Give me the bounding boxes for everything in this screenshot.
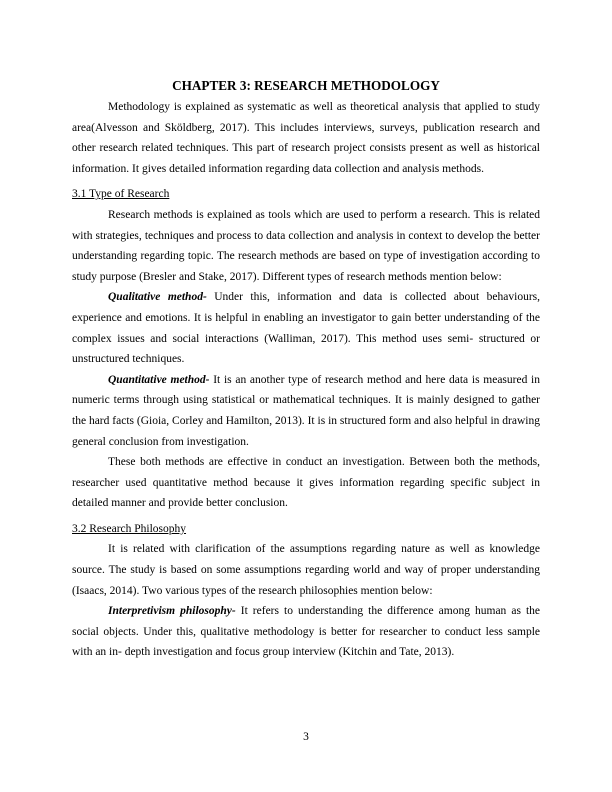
methods-conclusion-paragraph: These both methods are effective in conduct an investigation. Between both the methods, researcher used quantitative method because it gives information regarding specific subject in detailed manner and provide better conclusion. xyxy=(72,456,540,510)
interpretivism-text: It refers to understanding the difference among human as the social objects. Under this, qualitative methodology is better for researcher to conduct less sample with an in- depth investigation and focus group interview (Kitchin and Tate, 2013). xyxy=(72,605,540,659)
intro-paragraph: Methodology is explained as systematic as well as theoretical analysis that applied to study area(Alvesson and Sköldberg, 2017). This includes interviews, surveys, publication research and other research related techniques. This part of research project consists present as well as historical information. It gives detailed information regarding data collection and analysis methods. xyxy=(72,101,540,175)
document-body xyxy=(72,97,540,663)
quantitative-method-paragraph xyxy=(72,370,540,452)
qualitative-method-paragraph xyxy=(72,287,540,369)
chapter-title: CHAPTER 3: RESEARCH METHODOLOGY xyxy=(172,78,440,93)
interpretivism-lead: Interpretivism philosophy- xyxy=(108,605,236,618)
section-heading-type-of-research: 3.1 Type of Research xyxy=(72,188,170,201)
page-number: 3 xyxy=(303,731,309,743)
quantitative-method-lead: Quantitative method- xyxy=(108,373,210,386)
type-of-research-paragraph: Research methods is explained as tools which are used to perform a research. This is related with strategies, techniques and process to data collection and analysis in context to develop the better understanding regarding topic. The research methods are based on type of investigation according to study purpose (Bresler and Stake, 2017). Different types of research methods mention below: xyxy=(72,208,540,283)
quantitative-method-text: It is an another type of research method and here data is measured in numeric terms through using statistical or mathematical techniques. It is mainly designed to gather the hard facts (Gioia, Corley and Hamilton, 2013). It is in structured form and also helpful in drawing general conclusion from investigation. xyxy=(72,373,541,448)
research-philosophy-paragraph: It is related with clarification of the assumptions regarding nature as well as knowledge source. The study is based on some assumptions regarding world and way of proper understanding (Isaacs, 2014). Two various types of the research philosophies mention below: xyxy=(72,543,540,597)
section-heading-research-philosophy: 3.2 Research Philosophy xyxy=(72,522,187,535)
qualitative-method-lead: Qualitative method- xyxy=(108,291,207,304)
qualitative-method-text: Under this, information and data is collected about behaviours, experience and emotions. It is helpful in enabling an investigator to gain better understanding of the complex issues and social interactions (Walliman, 2017). This method uses semi- structured or unstructured techniques. xyxy=(72,291,541,366)
interpretivism-paragraph xyxy=(72,601,540,663)
